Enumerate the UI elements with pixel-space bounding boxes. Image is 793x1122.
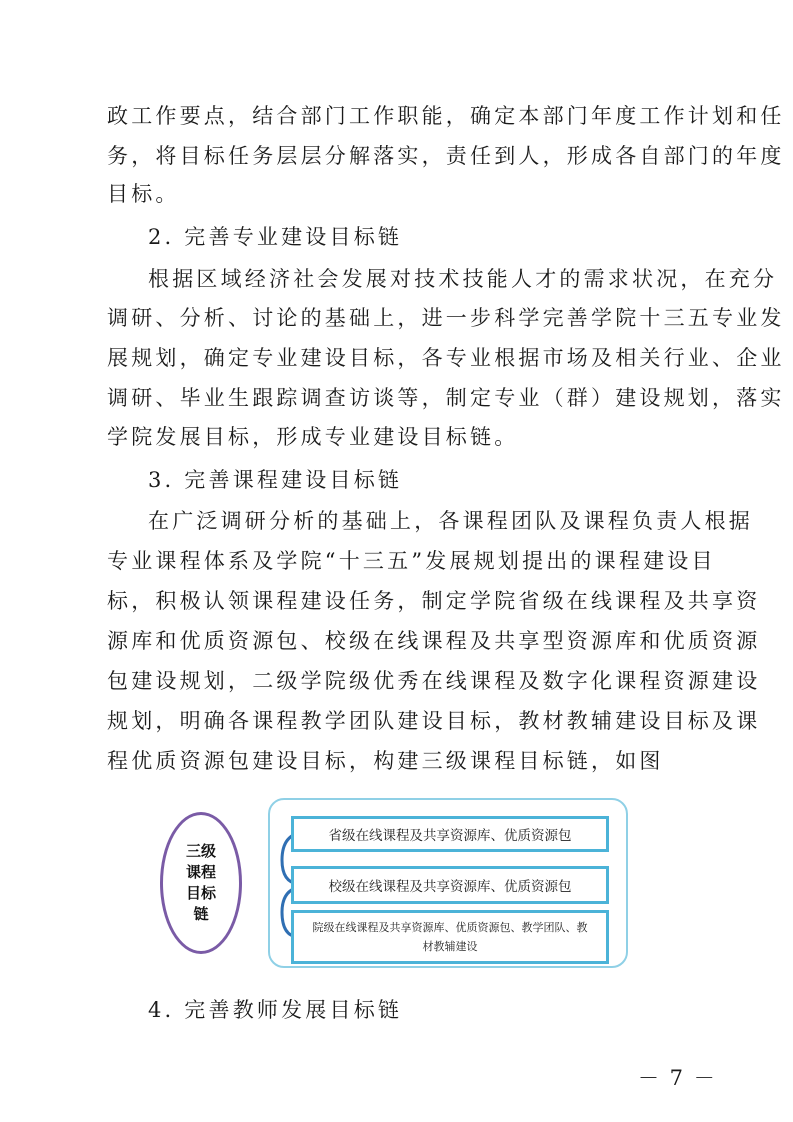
paragraph-line: 在广泛调研分析的基础上，各课程团队及课程负责人根据 (148, 509, 753, 533)
page-number: － 7 － (638, 1066, 717, 1090)
paragraph-line: 根据区域经济社会发展对技术技能人才的需求状况，在充分 (148, 267, 778, 291)
level-box-provincial: 省级在线课程及共享资源库、优质资源包 (291, 816, 609, 852)
paragraph-line: 目标。 (107, 182, 180, 206)
course-goal-chain-diagram (160, 798, 630, 970)
level-box-school: 校级在线课程及共享资源库、优质资源包 (291, 866, 609, 904)
diagram-oval (160, 812, 242, 954)
paragraph-line: 政工作要点，结合部门工作职能，确定本部门年度工作计划和任 (107, 104, 785, 128)
paragraph-line: 包建设规划，二级学院级优秀在线课程及数字化课程资源建设 (107, 669, 761, 693)
paragraph-line: 调研、毕业生跟踪调查访谈等，制定专业（群）建设规划，落实 (107, 386, 785, 410)
section-heading-3: 3. 完善课程建设目标链 (148, 468, 403, 492)
oval-label: 三级课程目标链 (185, 842, 216, 923)
paragraph-line: 标，积极认领课程建设任务，制定学院省级在线课程及共享资 (107, 589, 761, 613)
paragraph-line: 展规划，确定专业建设目标，各专业根据市场及相关行业、企业 (107, 346, 785, 370)
section-heading-2: 2. 完善专业建设目标链 (148, 225, 403, 249)
paragraph-line: 程优质资源包建设目标，构建三级课程目标链，如图 (107, 749, 664, 773)
level-box-college: 院级在线课程及共享资源库、优质资源包、教学团队、教材教辅建设 (291, 910, 609, 964)
paragraph-line: 专业课程体系及学院“十三五”发展规划提出的课程建设目 (107, 549, 716, 573)
paragraph-line: 规划，明确各课程教学团队建设目标，教材教辅建设目标及课 (107, 709, 761, 733)
paragraph-line: 学院发展目标，形成专业建设目标链。 (107, 425, 519, 449)
paragraph-line: 务，将目标任务层层分解落实，责任到人，形成各自部门的年度 (107, 144, 785, 168)
section-heading-4: 4. 完善教师发展目标链 (148, 998, 403, 1022)
paragraph-line: 调研、分析、讨论的基础上，进一步科学完善学院十三五专业发 (107, 306, 785, 330)
paragraph-line: 源库和优质资源包、校级在线课程及共享型资源库和优质资源 (107, 629, 761, 653)
